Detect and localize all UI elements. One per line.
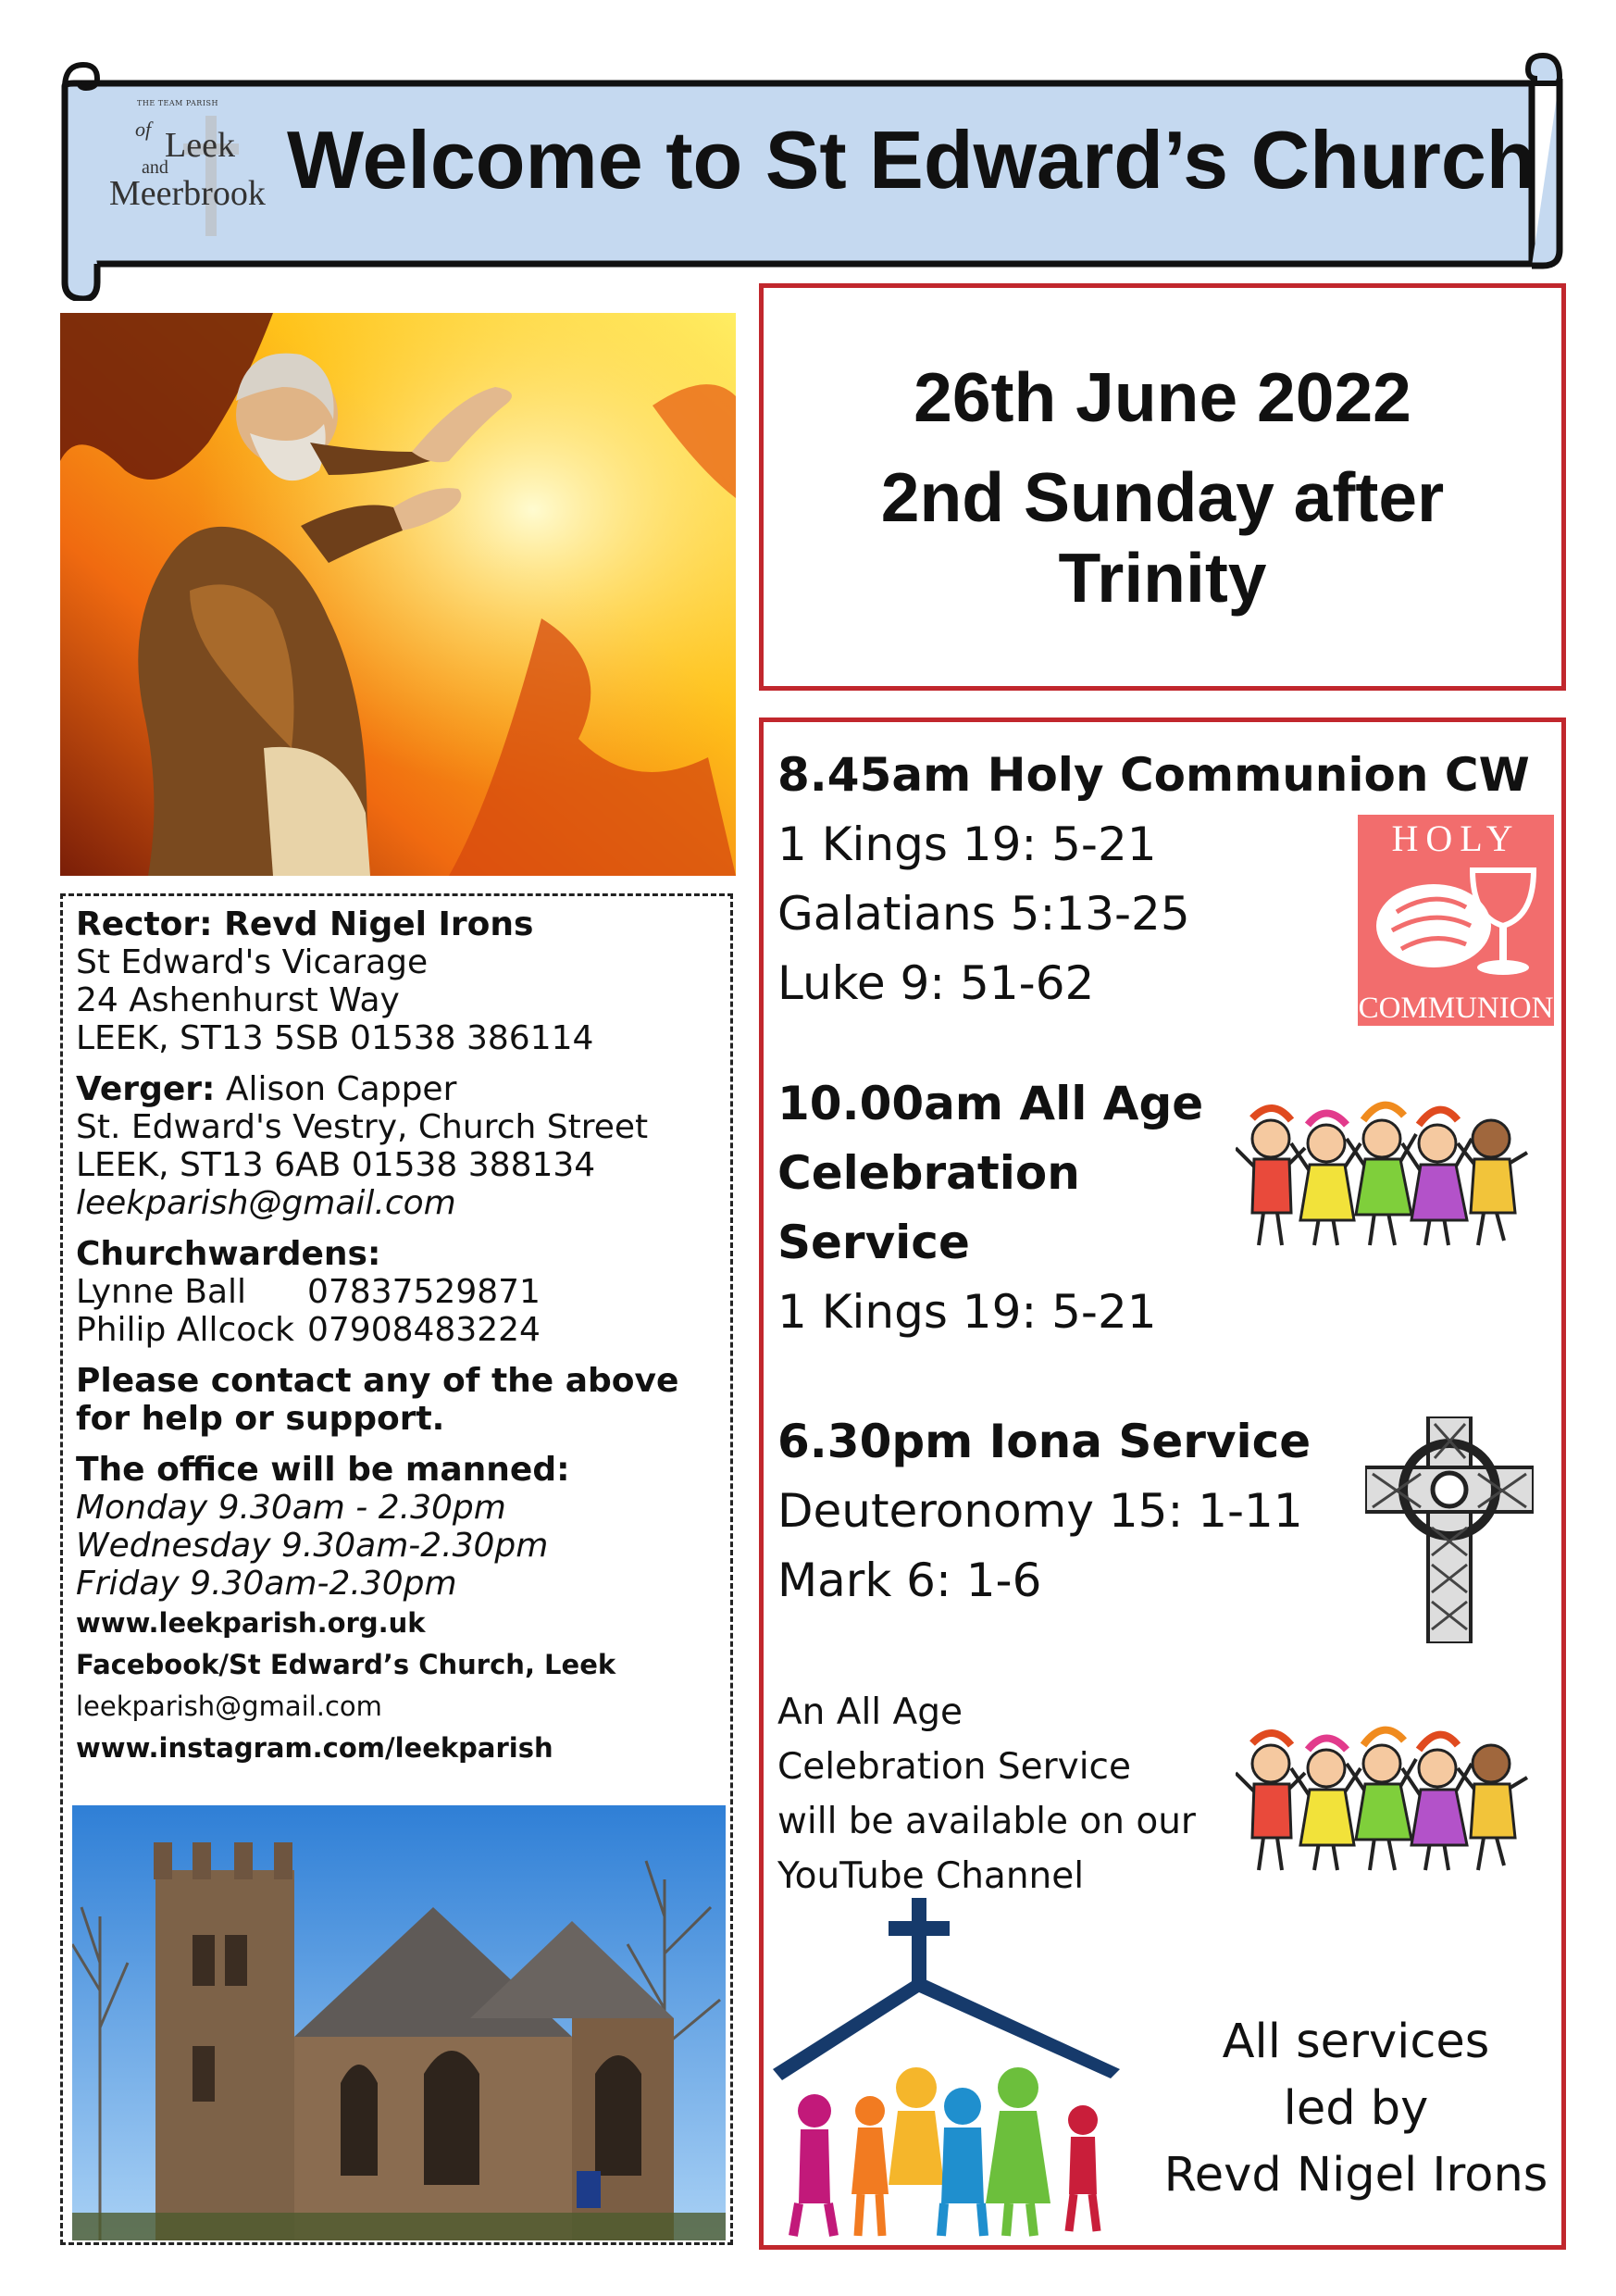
dancing-children-icon xyxy=(1236,1717,1532,1875)
youtube-note-line: will be available on our xyxy=(777,1801,1196,1842)
facebook-link[interactable]: Facebook/St Edward’s Church, Leek xyxy=(76,1649,616,1680)
logo-leek: Leek xyxy=(165,126,235,165)
youtube-note-line: An All Age xyxy=(777,1691,963,1733)
office-hours: Monday 9.30am - 2.30pm xyxy=(76,1489,506,1527)
led-by-line: All services xyxy=(1222,2015,1490,2069)
office-hours: Wednesday 9.30am-2.30pm xyxy=(76,1527,549,1565)
service-date: 26th June 2022 xyxy=(914,358,1411,436)
service-iona xyxy=(777,1407,1311,1616)
contact-info-box xyxy=(60,893,733,2245)
service-heading: 10.00am All Age xyxy=(777,1077,1204,1130)
rector-address-line: St Edward's Vicarage xyxy=(76,943,429,981)
verger-email: leekparish@gmail.com xyxy=(76,1184,456,1222)
hc-icon-top: HOLY xyxy=(1391,817,1521,859)
service-heading: Celebration xyxy=(777,1146,1080,1200)
led-by-line: Revd Nigel Irons xyxy=(1163,2148,1548,2202)
churchwarden-row xyxy=(76,1311,715,1349)
service-all-age xyxy=(777,1069,1203,1347)
help-text: Please contact any of the above xyxy=(76,1362,679,1400)
churchwarden-phone: 07908483224 xyxy=(307,1311,541,1349)
instagram-link[interactable]: www.instagram.com/leekparish xyxy=(76,1732,553,1764)
website-link[interactable]: www.leekparish.org.uk xyxy=(76,1607,426,1639)
verger-address-line: LEEK, ST13 6AB 01538 388134 xyxy=(76,1146,596,1184)
service-heading: 6.30pm Iona Service xyxy=(777,1415,1311,1468)
reading: Deuteronomy 15: 1-11 xyxy=(777,1484,1303,1538)
logo-meerbrook: Meerbrook xyxy=(109,174,266,213)
verger-line xyxy=(76,1070,715,1108)
youtube-note-line: YouTube Channel xyxy=(777,1855,1085,1897)
led-by-note xyxy=(1152,2009,1560,2209)
rector-address-line: LEEK, ST13 5SB 01538 386114 xyxy=(76,1019,594,1057)
reading: Galatians 5:13-25 xyxy=(777,887,1190,941)
rector-label: Rector: Revd Nigel Irons xyxy=(76,905,534,943)
liturgical-day-line2: Trinity xyxy=(1058,539,1267,617)
reading: Luke 9: 51-62 xyxy=(777,956,1095,1010)
prophet-in-fire-image xyxy=(60,313,736,876)
office-label: The office will be manned: xyxy=(76,1451,570,1489)
churchwarden-phone: 07837529871 xyxy=(307,1273,541,1311)
reading: Mark 6: 1-6 xyxy=(777,1554,1042,1607)
verger-label: Verger: xyxy=(76,1070,216,1108)
youtube-note xyxy=(777,1685,1196,1903)
celtic-cross-icon xyxy=(1365,1416,1534,1643)
family-church-icon xyxy=(773,1898,1162,2240)
logo-tagline: THE TEAM PARISH xyxy=(137,99,218,107)
bread-chalice-icon xyxy=(1369,861,1545,981)
page-title: Welcome to St Edward’s Church xyxy=(287,114,1536,206)
service-heading: Service xyxy=(777,1216,970,1269)
churchwarden-name: Philip Allcock xyxy=(76,1311,294,1349)
reading: 1 Kings 19: 5-21 xyxy=(777,1285,1157,1339)
verger-name: Alison Capper xyxy=(215,1070,457,1108)
help-text: for help or support. xyxy=(76,1400,445,1438)
reading: 1 Kings 19: 5-21 xyxy=(777,817,1157,871)
rector-address-line: 24 Ashenhurst Way xyxy=(76,981,400,1019)
churchwarden-row xyxy=(76,1273,715,1311)
hc-icon-bottom: COMMUNION xyxy=(1358,992,1554,1025)
parish-logo xyxy=(109,97,276,245)
youtube-note-line: Celebration Service xyxy=(777,1746,1131,1788)
logo-and: and xyxy=(142,157,168,178)
churchwarden-name: Lynne Ball xyxy=(76,1273,247,1311)
logo-of: of xyxy=(135,118,152,141)
liturgical-day: 2nd Sunday after xyxy=(880,458,1445,536)
service-heading: 8.45am Holy Communion CW xyxy=(777,748,1530,802)
churchwardens-label: Churchwardens: xyxy=(76,1235,381,1273)
holy-communion-icon xyxy=(1358,815,1554,1026)
verger-address-line: St. Edward's Vestry, Church Street xyxy=(76,1108,649,1146)
office-hours: Friday 9.30am-2.30pm xyxy=(76,1565,457,1603)
date-box xyxy=(759,283,1566,691)
led-by-line: led by xyxy=(1283,2081,1429,2136)
email-link[interactable]: leekparish@gmail.com xyxy=(76,1691,382,1722)
dancing-children-icon xyxy=(1236,1092,1532,1250)
services-box xyxy=(759,718,1566,2250)
st-edwards-church-photo xyxy=(72,1805,726,2240)
